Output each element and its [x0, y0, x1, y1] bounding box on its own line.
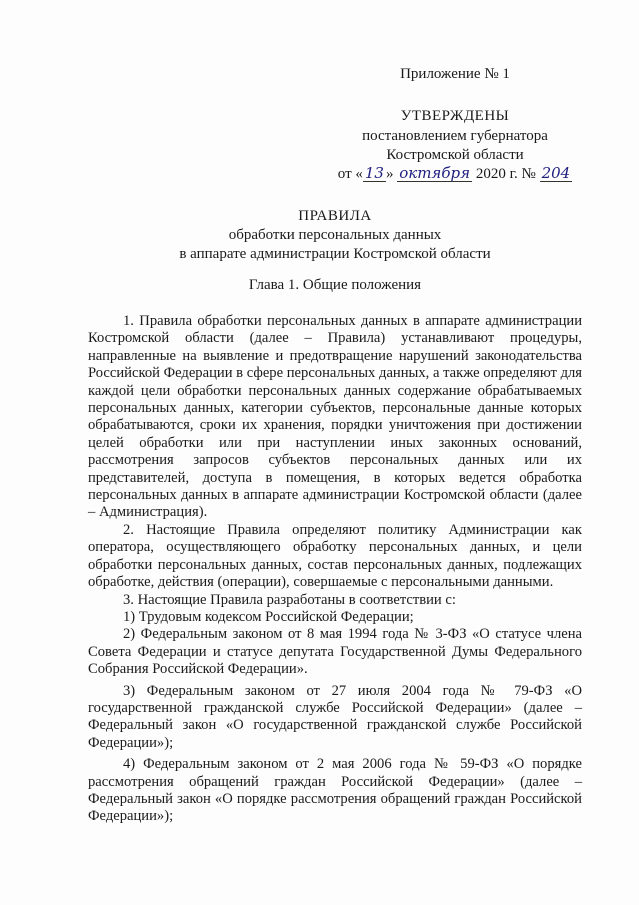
paragraph: 3. Настоящие Правила разработаны в соответствии с:: [123, 591, 456, 608]
paragraph: 1) Трудовым кодексом Российской Федерации;: [123, 608, 414, 625]
title-sub-2: в аппарате администрации Костромской области: [179, 246, 491, 262]
doc-number-handwritten: 204: [541, 164, 571, 182]
approved-by-line: постановлением губернатора: [362, 128, 548, 144]
date-day-handwritten: 13: [364, 164, 384, 182]
date-mid: »: [385, 166, 398, 182]
chapter-heading: Глава 1. Общие положения: [248, 277, 422, 293]
paragraph: 1. Правила обработки персональных данных в аппарате администрации Костромской области (далее – Правила) устанавливают процедуры, направленные на выявление и предотвращение нарушений законодательства Российской Федерации в сфере персональных данных, а также определяют для каждой цели обработки персональных данных содержание обрабатываемых персональных данных, категории субъектов, персональные данные которых обрабатываются, сроки их хранения, порядки уничтожения при достижении целей обработки или при наступлении иных законных оснований, рассмотрения запросов субъектов персональных данных или их представителей, доступа в помещения, в которых ведется обработка персональных данных в аппарате администрации Костромской области (далее – Администрация).: [88, 313, 582, 521]
title-main: ПРАВИЛА: [298, 208, 372, 224]
paragraph: 2) Федеральным законом от 8 мая 1994 года № 3-ФЗ «О статусе члена Совета Федерации и статусе депутата Государственной Думы Федерального Собрания Российской Федерации».: [88, 626, 582, 678]
approved-heading: УТВЕРЖДЕНЫ: [400, 108, 510, 124]
paragraph: 4) Федеральным законом от 2 мая 2006 года № 59-ФЗ «О порядке рассмотрения обращений граждан Российской Федерации» (далее – Федеральный закон «О порядке рассмотрения обращений граждан Российской Федерации»);: [88, 756, 582, 825]
date-year: 2020 г. №: [472, 166, 540, 182]
date-prefix: от «: [337, 166, 363, 182]
paragraph: 2. Настоящие Правила определяют политику Администрации как оператора, осуществляющего обработку персональных данных, и цели обработки персональных данных, состав персональных данных, подлежащих обработке, действия (операции), совершаемые с персональными данными.: [88, 521, 582, 591]
region-line: Костромской области: [386, 147, 524, 163]
paragraph: 3) Федеральным законом от 27 июля 2004 года № 79-ФЗ «О государственной гражданской службе Российской Федерации» (далее – Федеральный закон «О государственной гражданской службе Российской Федерации»);: [88, 682, 582, 751]
appendix-label: Приложение № 1: [400, 66, 510, 82]
date-month-handwritten: октября: [399, 164, 471, 182]
title-sub-1: обработки персональных данных: [228, 227, 442, 243]
document-title: [90, 207, 580, 264]
date-number-line: [330, 164, 580, 184]
body-text: [88, 313, 582, 826]
